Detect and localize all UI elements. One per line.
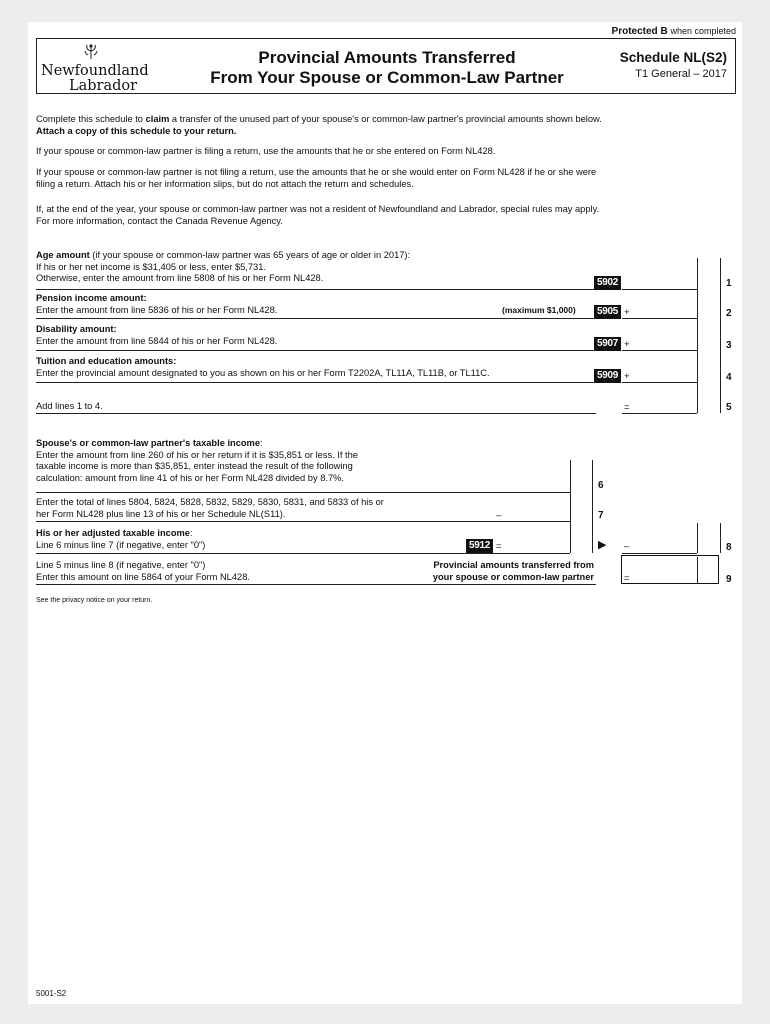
final-amount-cents-divider — [697, 557, 698, 583]
row-divider — [36, 521, 494, 522]
line-number-5: 5 — [726, 402, 732, 413]
pension-amount-text: Pension income amount: Enter the amount from line 5836 of his or her Form NL428. — [36, 293, 278, 315]
row-divider — [36, 289, 596, 290]
line-code-5902: 5902 — [594, 276, 621, 290]
amount-field-line-4[interactable] — [622, 382, 697, 383]
plus-sign: + — [624, 339, 630, 350]
provincial-transferred-label: Provincial amounts transferred from your spouse or common-law partner — [432, 560, 594, 582]
amount-field-line-8[interactable] — [622, 553, 697, 554]
row-divider — [36, 318, 596, 319]
disability-amount-text: Disability amount: Enter the amount from line 5844 of his or her Form NL428. — [36, 324, 278, 346]
line-number-4: 4 — [726, 372, 732, 383]
intro-paragraph-1: Complete this schedule to claim a transfer of the unused part of your spouse's or common-law partner's provincial amounts shown below. Attach a copy of this schedule to your return. — [36, 114, 602, 136]
line-code-5912: 5912 — [466, 539, 493, 553]
amount-field-line-3[interactable] — [622, 350, 697, 351]
amount-column-border — [697, 523, 698, 553]
line-number-9: 9 — [726, 574, 732, 585]
privacy-notice: See the privacy notice on your return. — [36, 597, 153, 604]
amount-field-line-8-left[interactable] — [494, 553, 570, 554]
equals-sign: = — [496, 541, 502, 552]
minus-sign: – — [624, 541, 630, 552]
amount-field-line-6[interactable] — [494, 492, 570, 493]
line-9-text: Line 5 minus line 8 (if negative, enter "0") Enter this amount on line 5864 of your Form NL428. — [36, 560, 250, 582]
plus-sign: + — [624, 371, 630, 382]
equals-sign: = — [624, 402, 630, 413]
amount-field-line-5[interactable] — [622, 413, 697, 414]
line-number-8: 8 — [726, 542, 732, 553]
spouse-taxable-income-text: Spouse's or common-law partner's taxable income: Enter the amount from line 260 of his or her return if it is $35,851 or less. If the taxable income is more than $35,851, enter instead the result of the following calculation: amount from line 41 of his or her Form NL428 divided by 8.7%. — [36, 438, 358, 483]
add-lines-text: Add lines 1 to 4. — [36, 401, 103, 411]
pitcher-plant-emblem-icon — [81, 43, 101, 61]
form-header — [36, 38, 736, 94]
schedule-id: Schedule NL(S2) T1 General – 2017 — [619, 50, 727, 80]
cents-column-border — [720, 258, 721, 413]
deductions-total-text: Enter the total of lines 5804, 5824, 5828, 5832, 5829, 5830, 5831, and 5833 of his or her Form NL428 plus line 13 of his or her Schedule NL(S11). — [36, 497, 384, 519]
amount-field-line-1[interactable] — [622, 289, 697, 290]
row-divider — [36, 413, 596, 414]
final-amount-box[interactable] — [621, 555, 719, 584]
line-code-5909: 5909 — [594, 369, 621, 383]
line-number-3: 3 — [726, 340, 732, 351]
arrow-right-icon: ▶ — [598, 539, 607, 551]
form-page — [28, 22, 742, 1004]
adjusted-taxable-income-text: His or her adjusted taxable income: Line 6 minus line 7 (if negative, enter "0") — [36, 528, 206, 550]
amount-field-line-2[interactable] — [622, 318, 697, 319]
cents-column-border — [592, 460, 593, 553]
amount-field-line-7[interactable] — [494, 521, 570, 522]
equals-sign: = — [624, 573, 630, 584]
row-divider — [36, 492, 494, 493]
tuition-amount-text: Tuition and education amounts: Enter the provincial amount designated to you as shown on his or her Form T2202A, TL11A, TL11B, or TL11C. — [36, 356, 490, 378]
line-number-7: 7 — [598, 510, 604, 521]
line-number-1: 1 — [726, 278, 732, 289]
newfoundland-labrador-logo: Newfoundland Labrador — [41, 47, 161, 91]
page-title: Provincial Amounts Transferred From Your Spouse or Common-Law Partner — [210, 48, 564, 87]
line-code-5907: 5907 — [594, 337, 621, 351]
plus-sign: + — [624, 307, 630, 318]
line-number-2: 2 — [726, 308, 732, 319]
row-divider — [36, 553, 494, 554]
age-amount-text: Age amount (if your spouse or common-law partner was 65 years of age or older in 2017): If his or her net income is $31,405 or less, enter $5,731. Otherwise, enter the amount from line 5808 of his or her Form NL428. — [36, 250, 411, 283]
line-code-5905: 5905 — [594, 305, 621, 319]
protected-b-label: Protected B when completed — [611, 26, 736, 37]
line-number-6: 6 — [598, 480, 604, 491]
form-number: 5001-S2 — [36, 989, 67, 998]
amount-column-border — [697, 258, 698, 413]
intro-paragraph-4: If, at the end of the year, your spouse or common-law partner was not a resident of Newfoundland and Labrador, special rules may apply. For more information, contact the Canada Revenue Agency. — [36, 204, 600, 226]
intro-paragraph-3: If your spouse or common-law partner is not filing a return, use the amounts that he or she would enter on Form NL428 if he or she were filing a return. Attach his or her information slips, but do not attach the return and schedules. — [36, 167, 597, 189]
intro-paragraph-2: If your spouse or common-law partner is filing a return, use the amounts that he or she entered on Form NL428. — [36, 146, 496, 156]
row-divider — [36, 584, 596, 585]
row-divider — [36, 382, 596, 383]
minus-sign: – — [496, 510, 502, 521]
row-divider — [36, 350, 596, 351]
pension-maximum-note: (maximum $1,000) — [502, 305, 576, 315]
amount-column-border — [570, 460, 571, 553]
cents-column-border — [720, 523, 721, 553]
